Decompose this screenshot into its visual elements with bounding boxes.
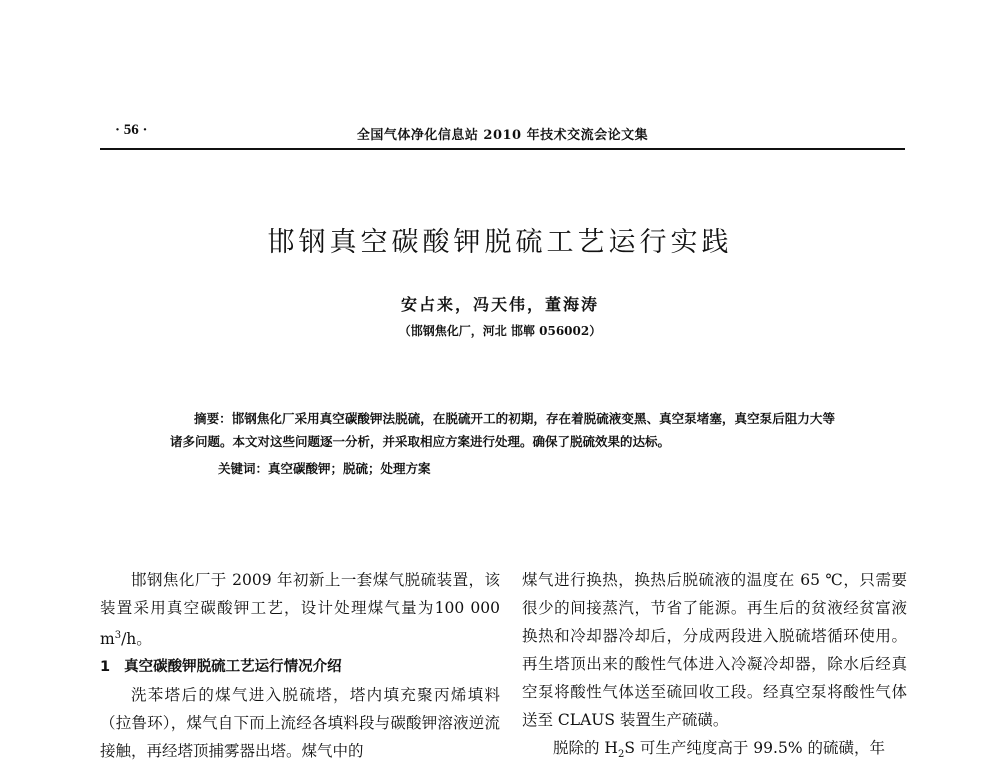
page-number: · 56 · xyxy=(115,122,148,138)
intro-flow: 100 000 m xyxy=(100,599,500,649)
page-header xyxy=(100,120,905,150)
section-heading xyxy=(100,653,500,681)
intro-flow-unit: /h。 xyxy=(121,630,152,649)
keywords-text: 真空碳酸钾；脱硫；处理方案 xyxy=(268,461,431,476)
affiliation: （邯钢焦化厂，河北 邯郸 056002） xyxy=(398,324,602,338)
article-title: 邯钢真空碳酸钾脱硫工艺运行实践 xyxy=(267,227,733,258)
body-paragraph-left: 洗苯塔后的煤气进入脱硫塔，塔内填充聚丙烯填料（拉鲁环），煤气自下而上流经各填料段与碳酸钾溶液逆流接触，再经塔顶捕雾器出塔。煤气中的 xyxy=(100,686,500,761)
keywords xyxy=(170,457,835,480)
para2-sub: 2 xyxy=(617,749,625,761)
journal-title: 全国气体净化信息站 2010 年技术交流会论文集 xyxy=(356,128,649,143)
body-column-left xyxy=(100,566,500,765)
body-column-right xyxy=(522,566,907,769)
para2-rest: S 可生产纯度高于 99.5% 的硫磺，年 xyxy=(624,739,885,757)
authors: 安占来，冯天伟，董海涛 xyxy=(400,295,599,314)
body-paragraph-right: 煤气进行换热，换热后脱硫液的温度在 65 ℃，只需要很少的间接蒸汽，节省了能源。再生后的贫液经贫富液换热和冷却器冷却后，分成两段进入脱硫塔循环使用。再生塔顶出来的酸性气体进入冷凝冷却器，除水后经真空泵将酸性气体送至硫回收工段。经真空泵将酸性气体送至 CLAUS 装置生产硫磺。 xyxy=(522,571,907,729)
abstract xyxy=(170,407,835,453)
abstract-text: 邯钢焦化厂采用真空碳酸钾法脱硫，在脱硫开工的初期，存在着脱硫液变黑、真空泵堵塞，真空泵后阻力大等诸多问题。本文对这些问题逐一分析，并采取相应方案进行处理。确保了脱硫效果的达标。 xyxy=(170,411,835,449)
keywords-label: 关键词： xyxy=(218,461,269,476)
intro-text: 邯钢焦化厂于 2009 年初新上一套煤气脱硫装置，该装置采用真空碳酸钾工艺，设计处理煤气量为 xyxy=(100,571,500,617)
abstract-block xyxy=(170,407,835,480)
intro-flow-sup: 3 xyxy=(114,630,122,641)
abstract-label: 摘要： xyxy=(194,411,232,426)
section-title: 真空碳酸钾脱硫工艺运行情况介绍 xyxy=(124,659,342,676)
para2-start: 脱除的 H xyxy=(553,739,618,757)
body-paragraph-right-2 xyxy=(522,734,907,769)
section-number: 1 xyxy=(100,659,111,676)
intro-paragraph xyxy=(100,566,500,653)
